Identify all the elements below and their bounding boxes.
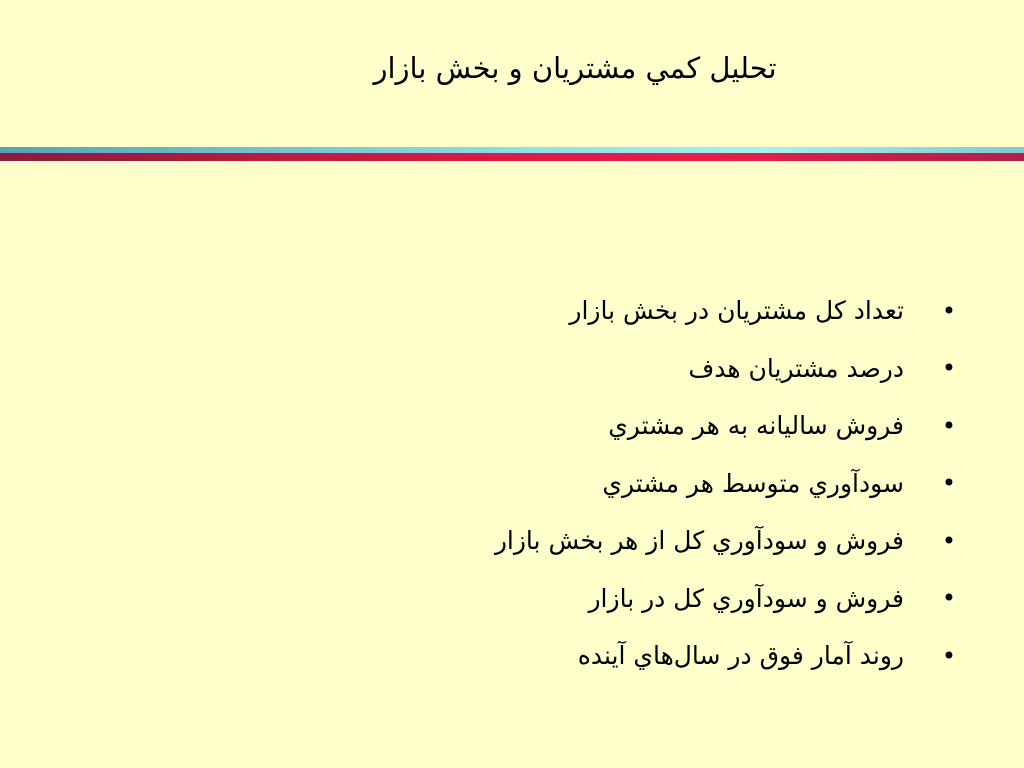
bullet-item <box>495 282 956 340</box>
bullet-list <box>495 282 956 685</box>
bullet-text: روند آمار فوق در سال‌هاي آينده <box>577 641 904 671</box>
bullet-item <box>495 455 956 513</box>
bullet-text: سودآوري متوسط هر مشتري <box>602 468 904 498</box>
bullet-item <box>495 512 956 570</box>
bullet-item <box>495 397 956 455</box>
bullet-dot-icon: • <box>941 584 956 613</box>
bullet-item <box>495 627 956 685</box>
slide-title: تحليل كمي مشتريان و بخش بازار <box>373 51 777 85</box>
bullet-item <box>495 340 956 398</box>
bullet-dot-icon: • <box>941 526 956 555</box>
bullet-text: فروش ساليانه به هر مشتري <box>608 411 904 441</box>
bullet-text: فروش و سودآوري كل در بازار <box>588 583 904 613</box>
bullet-text: فروش و سودآوري كل از هر بخش بازار <box>494 526 904 556</box>
bullet-text: تعداد كل مشتريان در بخش بازار <box>569 296 904 326</box>
bullet-dot-icon: • <box>941 411 956 440</box>
bullet-text: درصد مشتريان هدف <box>688 353 904 383</box>
bullet-dot-icon: • <box>941 354 956 383</box>
divider-band-red <box>0 153 1024 161</box>
bullet-dot-icon: • <box>941 641 956 670</box>
title-divider <box>0 147 1024 161</box>
bullet-dot-icon: • <box>941 469 956 498</box>
bullet-dot-icon: • <box>941 296 956 325</box>
bullet-item <box>495 570 956 628</box>
